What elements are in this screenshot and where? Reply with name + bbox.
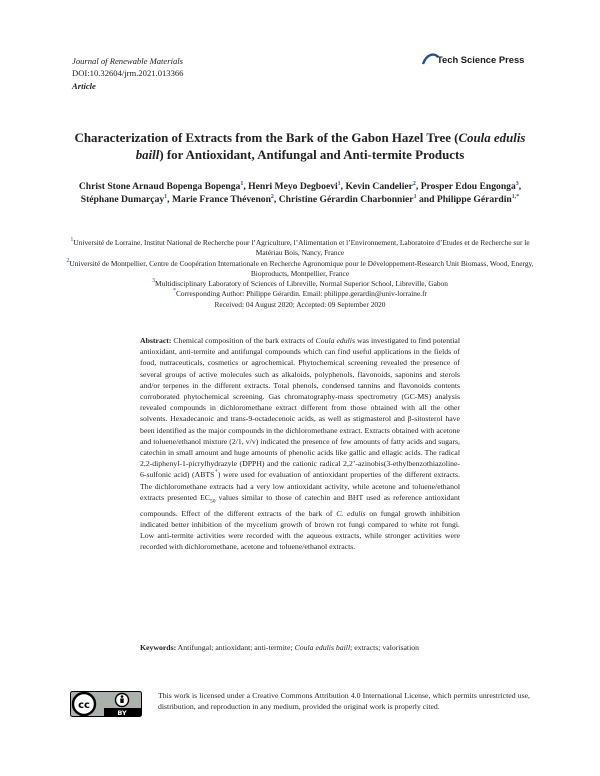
author: Henri Meyo Degboevi$^1$, (248, 181, 346, 192)
keywords: Keywords: Antifungal; antioxidant; anti-termite; Coula edulis baill; extracts; valorisation (140, 643, 419, 652)
article-type: Article (72, 80, 96, 91)
svg-text:BY: BY (117, 709, 127, 717)
doi[interactable]: DOI:10.32604/jrm.2021.013366 (72, 68, 184, 79)
keywords-label: Keywords: (140, 643, 177, 652)
author: Stéphane Dumarçay$^1$, (80, 194, 172, 206)
affiliation: $^3$Multidisciplinary Laboratory of Sciences of Libreville, Normal Superior School, Libreville, Gabon (152, 278, 448, 289)
author: and Philippe Gérardin$^{1,*}$ (418, 194, 520, 206)
svg-text:cc: cc (78, 700, 90, 711)
publisher-logo (421, 51, 533, 69)
abstract: Abstract: Chemical composition of the bark extracts of Coula edulis was investigated to find potential antioxidant, anti-termite and antifungal compounds which can find useful applications in the fields of food, nutraceuticals, cosmetics or agrochemical. Phytochemical screening revealed the presence of several groups of active molecules such as alkaloids, polyphenols, flavonoids, saponins and sterols and/or terpenes in the different extracts. Total phenols, condensed tannins and flavonoids contents corroborated phytochemical screening. Gas chromatography-mass spectrometry (GC-MS) analysis revealed compounds in dichloromethane extract different from those obtained with all the other solvents. Hexadecanoic and trans-9-octadecenoic acids, as well as stigmasterol and β-sitosterol have been identified as the major compounds in the dichloromethane extract. Extracts obtained with acetone and toluene/ethanol mixture (2/1, v/v) indicated the presence of few amounts of fatty acids and sugars, catechin in small amount and huge amounts of phenolic acids like gallic and ellagic acids. The radical 2,2-diphenyl-1-picrylhydrazyle (DPPH) and the cationic radical 2,2’-azinobis(3-ethylbenzothiazoline-6-sulfonic acid) (ABTS+) were used for evaluation of antioxidant properties of the different extracts. The dichloromethane extracts had a very low antioxidant activity, while acetone and toluene/ethanol extracts presented $EC_{50}$ values similar to those of catechin and BHT used as reference antioxidant compounds. Effect of the different extracts of the bark of C. edulis on fungal growth inhibition indicated better inhibition of the mycelium growth of brown rot fungi compared to white rot fungi. Low anti-termite activities were recorded with the aqueous extracts, while stronger activities were recorded with dichloromethane, acetone and toluene/ethanol extracts. (140, 336, 461, 552)
journal-name: Journal of Renewable Materials (72, 56, 183, 66)
author-list (72, 180, 528, 207)
cc-by-icon[interactable] (70, 691, 142, 717)
journal-header (72, 55, 183, 92)
corresponding-author: *Corresponding Author: Philippe Gérardin. Email: philippe.gerardin@univ-lorraine.fr (172, 288, 428, 299)
affiliations (66, 238, 534, 310)
author: Prosper Edou Engonga$^3$, (420, 181, 522, 192)
license-text: This work is licensed under a Creative Commons Attribution 4.0 International License, which permits unrestricted use, distribution, and reproduction in any medium, provided the original work is properly cited. (158, 691, 530, 711)
license-notice (70, 691, 532, 717)
received-accepted-dates: Received: 04 August 2020; Accepted: 09 September 2020 (214, 299, 386, 309)
publisher-name: Tech Science Press (437, 54, 525, 65)
affiliation: $^1$Université de Lorraine, Institut National de Recherche pour l’Agriculture, l’Alimentation et l’Environnement, Laboratoire d’Etudes et de Recherche sur le Matériau Bois, Nancy, France (70, 237, 530, 258)
author: Marie France Thévenon$^2$, (171, 194, 279, 206)
abstract-label: Abstract: (140, 336, 172, 345)
author: Christine Gérardin Charbonnier$^1$ (278, 194, 417, 206)
affiliation: $^2$Université de Montpellier, Centre de Coopération Internationale en Recherche Agronomique pour le Développement-Research Unit Biomass, Wood, Energy, Bioproducts, Montpellier, France (66, 257, 534, 278)
author: Christ Stone Arnaud Bopenga Bopenga$^1$, (78, 181, 249, 192)
author: Kevin Candelier$^2$, (345, 181, 421, 192)
paper-title: Characterization of Extracts from the Bark of the Gabon Hazel Tree (Coula edulis baill) for Antioxidant, Antifungal and Anti-termite Products (74, 131, 526, 162)
